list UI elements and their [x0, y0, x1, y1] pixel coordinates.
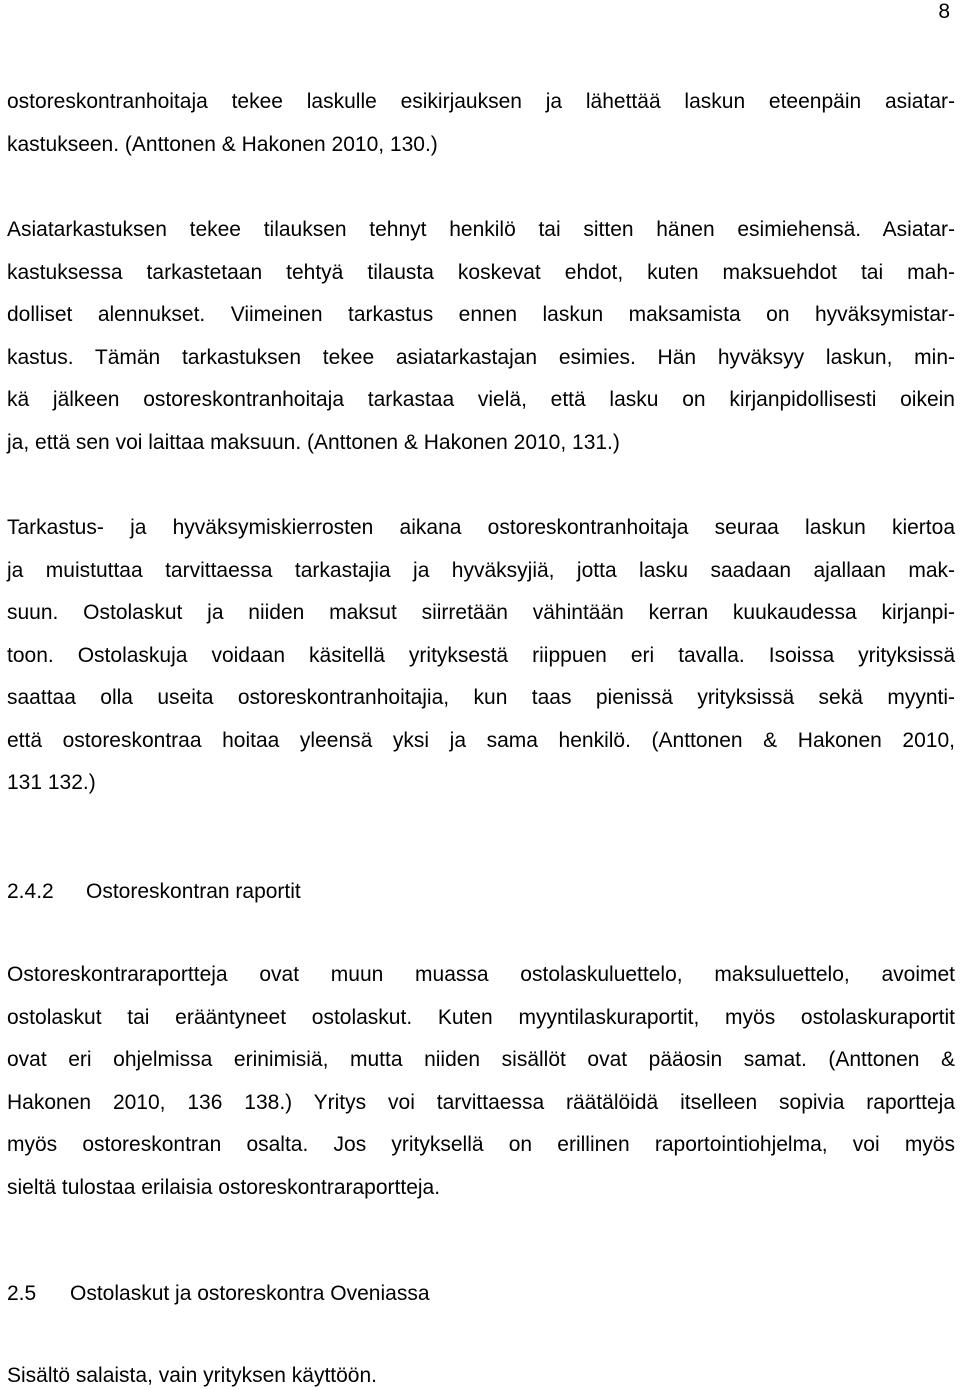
paragraph-line: että ostoreskontraa hoitaa yleensä yksi ja sama henkilö. (Anttonen & Hakonen 2010,: [7, 728, 955, 752]
paragraph-asiatarkastus: [7, 209, 955, 464]
paragraph-tarkastuskierros: [7, 507, 955, 805]
paragraph-line: kastus. Tämän tarkastuksen tekee asiatarkastajan esimies. Hän hyväksyy laskun, min-: [7, 345, 955, 369]
paragraph-line: kä jälkeen ostoreskontranhoitaja tarkastaa vielä, että lasku on kirjanpidollisesti oikein: [7, 388, 955, 411]
paragraph-line: ovat eri ohjelmissa erinimisiä, mutta niiden sisällöt ovat pääosin samat. (Anttonen &: [7, 1048, 955, 1071]
paragraph-line: Asiatarkastuksen tekee tilauksen tehnyt henkilö tai sitten hänen esimiehensä. Asiatar-: [7, 218, 955, 241]
paragraph-line: kastukseen. (Anttonen & Hakonen 2010, 130.): [7, 132, 438, 156]
paragraph-line: ostolaskut tai erääntyneet ostolaskut. Kuten myyntilaskuraportit, myös ostolaskuraportit: [7, 1005, 955, 1029]
paragraph-line: ostoreskontranhoitaja tekee laskulle esikirjauksen ja lähettää laskun eteenpäin asiatar-: [7, 90, 955, 113]
section-number: 2.5: [7, 1282, 37, 1305]
paragraph-line: dolliset alennukset. Viimeinen tarkastus ennen laskun maksamista on hyväksymistar-: [7, 303, 955, 326]
page-number: 8: [938, 0, 950, 23]
paragraph-line: 131 132.): [7, 771, 96, 794]
confidential-note: Sisältö salaista, vain yrityksen käyttöön.: [7, 1364, 378, 1387]
paragraph-line: toon. Ostolaskuja voidaan käsitellä yrityksestä riippuen eri tavalla. Isoissa yrityksissä: [7, 643, 955, 667]
paragraph-line: Hakonen 2010, 136 138.) Yritys voi tarvittaessa räätälöidä itselleen sopivia raportteja: [7, 1090, 955, 1114]
paragraph-line: kastuksessa tarkastetaan tehtyä tilausta koskevat ehdot, kuten maksuehdot tai mah-: [7, 260, 955, 284]
section-heading-2-4-2: [7, 879, 301, 905]
section-title: Ostoreskontran raportit: [86, 880, 301, 903]
paragraph-line: Tarkastus- ja hyväksymiskierrosten aikana ostoreskontranhoitaja seuraa laskun kiertoa: [7, 516, 955, 539]
paragraph-intro: [7, 81, 955, 166]
paragraph-line: ja, että sen voi laittaa maksuun. (Anttonen & Hakonen 2010, 131.): [7, 430, 620, 454]
paragraph-line: Ostoreskontraraportteja ovat muun muassa ostolaskuluettelo, maksuluettelo, avoimet: [7, 963, 955, 986]
paragraph-line: sieltä tulostaa erilaisia ostoreskontraraportteja.: [7, 1175, 441, 1199]
paragraph-line: saattaa olla useita ostoreskontranhoitajia, kun taas pienissä yrityksissä sekä myynti-: [7, 686, 955, 709]
section-title: Ostolaskut ja ostoreskontra Oveniassa: [70, 1282, 430, 1305]
paragraph-line: suun. Ostolaskut ja niiden maksut siirretään vähintään kerran kuukaudessa kirjanpi-: [7, 601, 955, 624]
paragraph-line: ja muistuttaa tarvittaessa tarkastajia ja hyväksyjiä, jotta lasku saadaan ajallaan mak-: [7, 558, 955, 582]
section-heading-2-5: [7, 1281, 430, 1307]
paragraph-line: myös ostoreskontran osalta. Jos yrityksellä on erillinen raportointiohjelma, voi myös: [7, 1133, 955, 1156]
section-number: 2.4.2: [7, 880, 54, 903]
paragraph-raportit: [7, 954, 955, 1209]
